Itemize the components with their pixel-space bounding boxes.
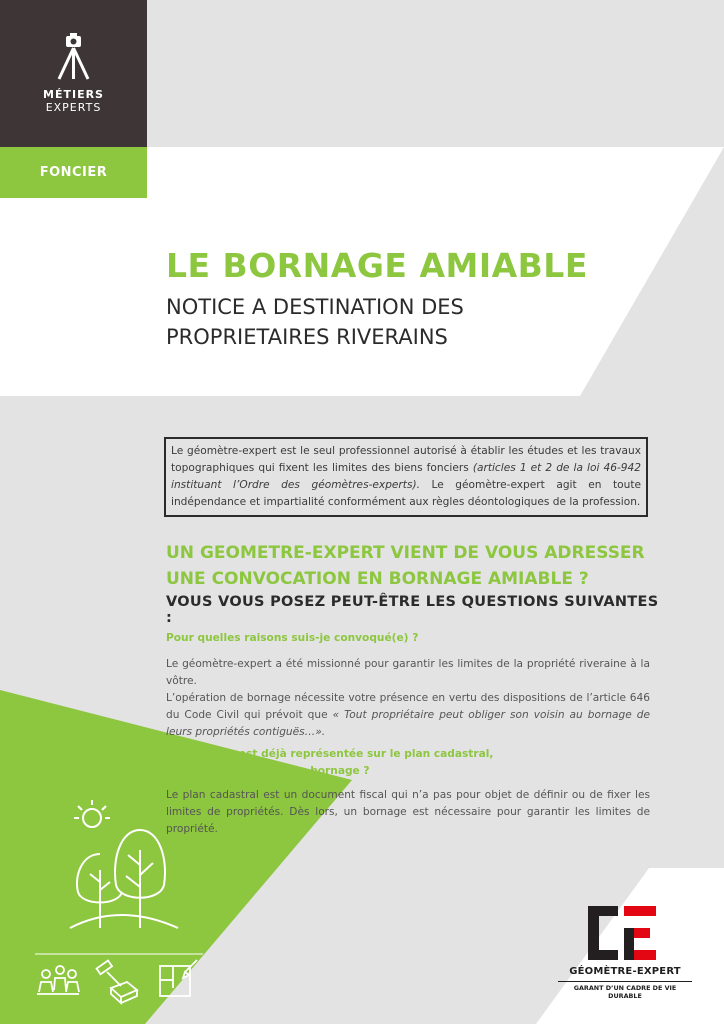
brand-block bbox=[0, 0, 147, 147]
logo-tagline: GARANT D’UN CADRE DE VIE DURABLE bbox=[558, 981, 692, 1000]
faq-question-2: Ma parcelle est déjà représentée sur le plan cadastral, pourquoi procéder à un bornage ? bbox=[166, 748, 494, 777]
service-icons bbox=[35, 950, 205, 1010]
faq-answer-1a: Le géomètre-expert a été missionné pour garantir les limites de la propriété riveraine à la vôtre. bbox=[166, 658, 650, 687]
intro-text-ref: (articles 1 et 2 de la loi 46-942 instituant l’Ordre des géomètres-experts). bbox=[171, 462, 641, 491]
sun-icon bbox=[74, 800, 110, 827]
meeting-icon bbox=[37, 966, 79, 994]
brand-line-2: EXPERTS bbox=[45, 101, 102, 114]
trees-illustration bbox=[60, 790, 180, 930]
hammer-boundary-icon bbox=[97, 961, 137, 1003]
intro-text-2: Le géomètre-expert agit en toute indépendance et impartialité conformément aux règles déontologiques de la profession. bbox=[171, 479, 641, 508]
faq-block bbox=[166, 630, 650, 838]
section-heading: UN GEOMETRE-EXPERT VIENT DE VOUS ADRESSER UNE CONVOCATION EN BORNAGE AMIABLE ? bbox=[166, 543, 645, 589]
geometre-expert-logo-icon bbox=[588, 906, 658, 960]
top-grey-band bbox=[147, 0, 724, 147]
faq-question-1: Pour quelles raisons suis-je convoqué(e) ? bbox=[166, 632, 419, 644]
brand-line-1: MÉTIERS bbox=[43, 88, 104, 101]
faq-answer-1b-quote: « Tout propriétaire peut obliger son voisin au bornage de leurs propriétés contiguës…». bbox=[166, 709, 651, 738]
trees-icon bbox=[70, 830, 178, 928]
faq-answer-1b bbox=[166, 690, 650, 741]
page-subtitle: NOTICE A DESTINATION DES PROPRIETAIRES RIVERAINS bbox=[166, 295, 464, 349]
plan-edit-icon bbox=[160, 960, 197, 996]
faq-answer-1b-text: L’opération de bornage nécessite votre présence en vertu des dispositions de l’article 646 du Code Civil qui prévoit que bbox=[166, 692, 650, 721]
category-tag: FONCIER bbox=[0, 147, 147, 198]
section-subheading: VOUS VOUS POSEZ PEUT-ÊTRE LES QUESTIONS SUIVANTES : bbox=[166, 594, 659, 626]
intro-text-1: Le géomètre-expert est le seul professionnel autorisé à établir les études et les travaux topographiques qui fixent les limites des biens fonciers bbox=[171, 445, 641, 474]
faq-answer-2: Le plan cadastral est un document fiscal qui n’a pas pour objet de définir ou de fixer les limites de propriétés. Dès lors, un bornage est nécessaire pour garantir les limites de propriété. bbox=[166, 789, 650, 835]
page-title: LE BORNAGE AMIABLE bbox=[166, 246, 588, 285]
surveyor-tripod-icon bbox=[55, 33, 92, 81]
logo-name: GÉOMÈTRE-EXPERT bbox=[569, 966, 681, 977]
intro-box bbox=[164, 437, 648, 517]
